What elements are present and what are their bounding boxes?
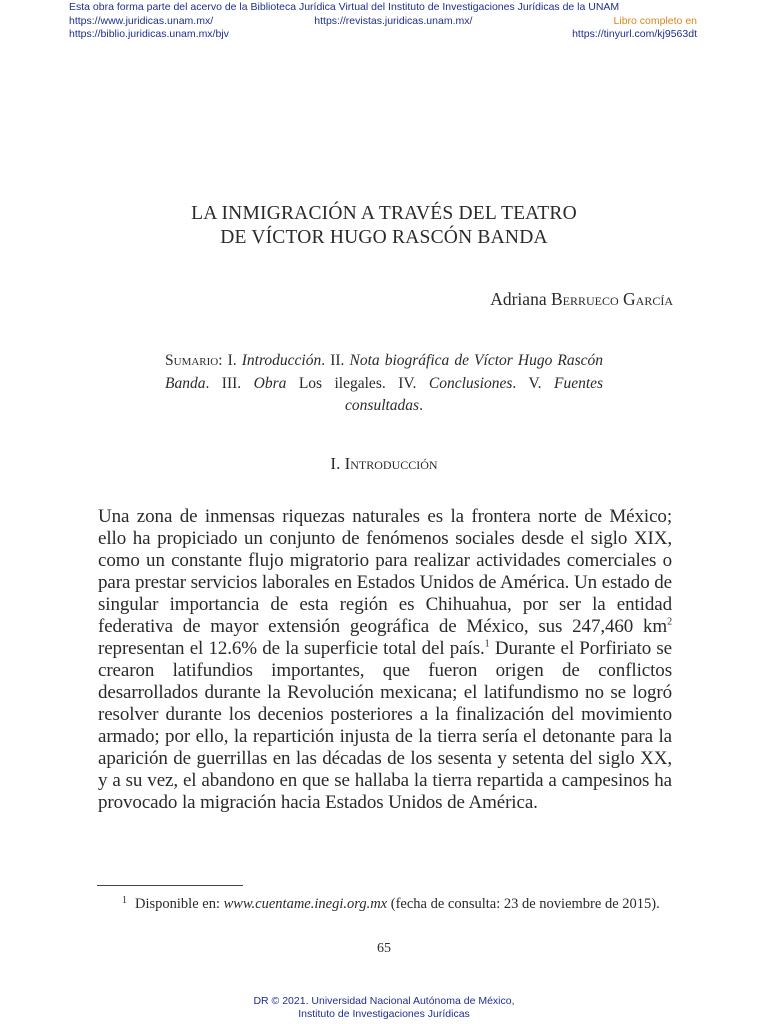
repository-notice: Esta obra forma parte del acervo de la Biblioteca Jurídica Virtual del Instituto de Investigaciones Jurídicas de la UNAM: [69, 1, 620, 13]
copyright-footer: [0, 995, 768, 1021]
footnote-ref[interactable]: 1: [484, 638, 490, 650]
repository-header: [69, 1, 697, 42]
footnote-suffix: (fecha de consulta: 23 de noviembre de 2015).: [390, 896, 660, 912]
section-title: Introducción: [344, 454, 438, 473]
page-number: 65: [377, 941, 391, 956]
summary-item-obra: Obra: [253, 374, 287, 392]
title-line-1: LA INMIGRACIÓN A TRAVÉS DEL TEATRO: [191, 203, 577, 224]
summary: Sumario: I. Introducción. II. Nota biográfica de Víctor Hugo Rascón Banda. III. Obra Los ilegales. IV. Conclusiones. V. Fuentes consultadas.: [165, 352, 604, 414]
summary-num: V.: [528, 374, 542, 392]
superscript-2: 2: [667, 616, 672, 628]
summary-num: II.: [330, 352, 345, 369]
revistas-link[interactable]: https://revistas.juridicas.unam.mx/: [314, 14, 473, 27]
tinyurl-link[interactable]: https://tinyurl.com/kj9563dt: [572, 28, 697, 40]
copyright-line-2: Instituto de Investigaciones Jurídicas: [298, 1008, 470, 1020]
section-number: I.: [330, 454, 341, 473]
section-heading: [0, 454, 768, 474]
title-line-2: DE VÍCTOR HUGO RASCÓN BANDA: [220, 227, 548, 248]
footnote-url[interactable]: www.cuentame.inegi.org.mx: [223, 896, 388, 912]
summary-item-fuentes: Fuentes consultadas: [345, 374, 604, 414]
summary-label: Sumario:: [165, 352, 223, 369]
libro-completo-label: Libro completo en: [613, 14, 697, 27]
summary-item-introduccion: Introducción: [241, 352, 322, 369]
body-text-1: Una zona de inmensas riquezas naturales es la frontera norte de México; ello ha propiciado un conjunto de fenómenos sociales desde el siglo XIX, como un constante flujo migratorio para realizar actividades comerciales o para prestar servicios laborales en Estados Unidos de América. Un estado de singular importancia de esta región es Chihuahua, por ser la entidad federativa de mayor extensión geográfica de México, sus 247,460 km: [98, 506, 672, 637]
summary-num: III.: [221, 374, 242, 392]
footnote: [98, 891, 672, 914]
summary-item-nota: Nota biográfica de Víctor Hugo Rascón Banda: [165, 352, 604, 392]
body-text-3: Durante el Porfiriato se crearon latifundios importantes, que fueron origen de conflictos desarrollados durante la Revolución mexicana; el latifundismo no se logró resolver durante los decenios posteriores a la finalización del movimiento armado; por ello, la repartición injusta de la tierra sería el detonante para la aparición de guerrillas en las décadas de los sesenta y setenta del siglo XX, y a su vez, el abandono en que se hallaba la tierra repartida a campesinos ha provocado la migración hacia Estados Unidos de América.: [98, 638, 672, 813]
footnote-mark: 1: [122, 895, 127, 906]
summary-num: IV.: [398, 374, 417, 392]
copyright-line-1: DR © 2021. Universidad Nacional Autónoma de México,: [253, 995, 515, 1007]
body-text-2: representan el 12.6% de la superficie total del país.: [98, 638, 485, 659]
footnote-prefix: Disponible en:: [135, 896, 220, 912]
author-first-name: Adriana: [490, 289, 547, 309]
article-title: [0, 202, 768, 250]
summary-item-ilegales: Los ilegales.: [298, 374, 386, 392]
author: [490, 289, 673, 310]
summary-item-conclusiones: Conclusiones: [428, 374, 513, 392]
body-paragraph: [98, 506, 672, 814]
author-last-name: Berrueco García: [550, 289, 673, 309]
biblio-link[interactable]: https://biblio.juridicas.unam.mx/bjv: [69, 28, 229, 40]
footnote-divider: [97, 885, 243, 886]
summary-num: I.: [227, 352, 237, 369]
juridicas-link[interactable]: https://www.juridicas.unam.mx/: [69, 14, 214, 27]
